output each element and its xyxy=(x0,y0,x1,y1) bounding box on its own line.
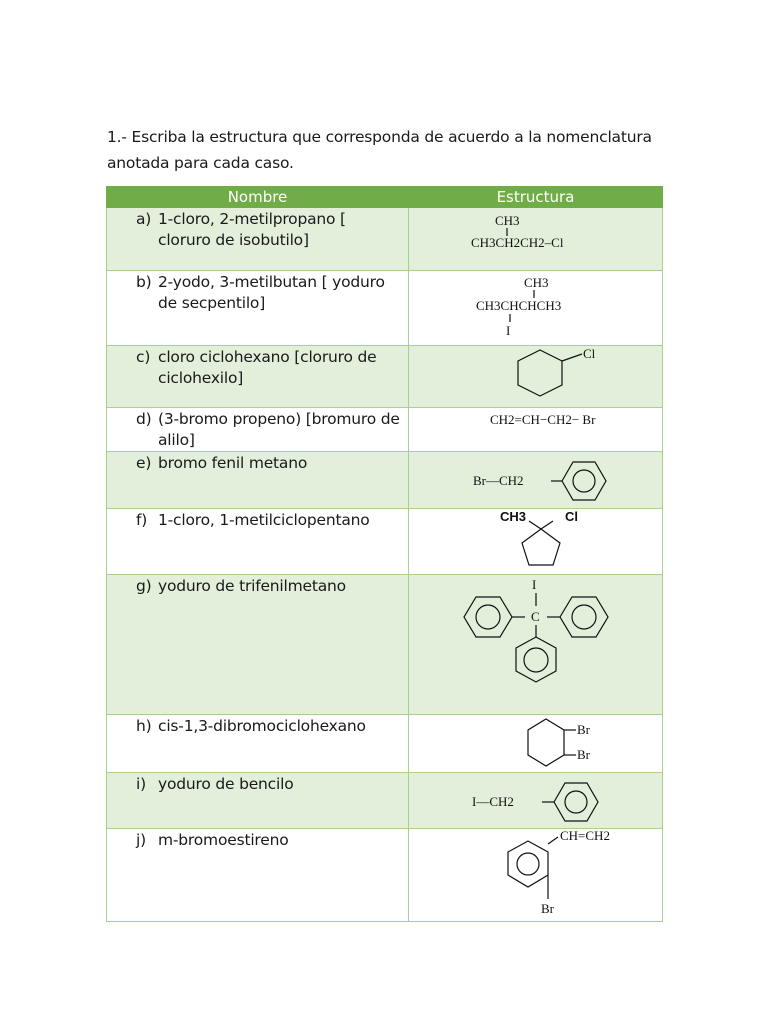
benzene-ring xyxy=(554,783,598,821)
bromomethyl-label: Br—CH2 xyxy=(472,473,524,488)
item-letter: i) xyxy=(136,775,146,793)
cyclohexane-ring xyxy=(528,719,564,766)
item-letter: a) xyxy=(136,210,152,228)
name-cell xyxy=(107,715,409,773)
compound-name: cloro ciclohexano [cloruro de ciclohexilo] xyxy=(158,348,377,387)
compound-name: 1-cloro, 2-metilpropano [ cloruro de isobutilo] xyxy=(158,210,346,249)
compound-name: bromo fenil metano xyxy=(158,454,308,472)
structure-cell xyxy=(409,575,663,715)
bromine-label: Br xyxy=(576,722,590,737)
header-nombre: Nombre xyxy=(107,187,409,208)
benzene-ring xyxy=(516,637,556,682)
table-row xyxy=(107,773,663,829)
table-header-row xyxy=(107,187,663,208)
allyl-bromide-structure xyxy=(436,408,636,438)
structure-cell xyxy=(409,271,663,346)
methylcyclopentyl-chloride-structure xyxy=(436,509,636,573)
compound-name: yoduro de trifenilmetano xyxy=(158,577,346,595)
name-cell xyxy=(107,208,409,271)
table-row xyxy=(107,408,663,452)
nomenclature-table xyxy=(106,186,663,922)
name-cell xyxy=(107,509,409,575)
table-row xyxy=(107,509,663,575)
structure-cell xyxy=(409,773,663,829)
bond-line xyxy=(548,837,558,844)
aromatic-circle xyxy=(476,605,500,629)
aromatic-circle xyxy=(524,648,548,672)
name-cell xyxy=(107,408,409,452)
compound-name: 2-yodo, 3-metilbutan [ yoduro de secpentilo] xyxy=(158,273,385,312)
sec-pentyl-iodide-structure xyxy=(436,271,636,343)
bromine-label: Br xyxy=(576,747,590,762)
compound-name: cis-1,3-dibromociclohexano xyxy=(158,717,366,735)
benzene-ring xyxy=(560,597,608,637)
instructions-text: 1.- Escriba la estructura que corresponda de acuerdo a la nomenclatura anotada para cada caso. xyxy=(107,128,652,172)
name-cell xyxy=(107,271,409,346)
chlorine-label: Cl xyxy=(582,346,595,361)
benzyl-bromide-structure xyxy=(436,452,636,506)
item-letter: b) xyxy=(136,273,152,291)
central-carbon-label: C xyxy=(530,609,540,624)
formula-label: CH2=CH−CH2− Br xyxy=(489,412,595,427)
bond-line xyxy=(529,521,541,529)
item-letter: d) xyxy=(136,410,152,428)
table-row xyxy=(107,575,663,715)
name-cell xyxy=(107,346,409,408)
trityl-iodide-structure xyxy=(436,575,636,711)
dibromocyclohexane-structure xyxy=(436,715,636,771)
name-cell xyxy=(107,575,409,715)
item-letter: e) xyxy=(136,454,152,472)
compound-name: yoduro de bencilo xyxy=(158,775,294,793)
structure-cell xyxy=(409,829,663,922)
main-chain-label: CH3CH2CH2–Cl xyxy=(470,235,563,250)
cyclopentane-ring xyxy=(522,529,560,565)
bond-line xyxy=(562,354,582,361)
compound-name: m-bromoestireno xyxy=(158,831,289,849)
compound-name: 1-cloro, 1-metilciclopentano xyxy=(158,511,370,529)
item-letter: c) xyxy=(136,348,151,366)
item-letter: h) xyxy=(136,717,152,735)
benzene-ring xyxy=(508,841,548,887)
structure-cell xyxy=(409,715,663,773)
iodine-label: I xyxy=(505,323,510,338)
structure-cell xyxy=(409,509,663,575)
table-row xyxy=(107,715,663,773)
name-cell xyxy=(107,829,409,922)
structure-cell xyxy=(409,408,663,452)
item-letter: j) xyxy=(136,831,146,849)
benzene-ring xyxy=(562,462,606,500)
table-row xyxy=(107,208,663,271)
bromine-label: Br xyxy=(540,901,554,916)
main-chain-label: CH3CHCHCH3 xyxy=(475,298,561,313)
aromatic-circle xyxy=(573,470,595,492)
structure-cell xyxy=(409,346,663,408)
methyl-label: CH3 xyxy=(499,509,526,524)
item-letter: g) xyxy=(136,577,152,595)
chlorine-label: Cl xyxy=(564,509,578,524)
methyl-label: CH3 xyxy=(494,213,520,228)
name-cell xyxy=(107,452,409,509)
m-bromostyrene-structure xyxy=(436,829,636,919)
header-estructura: Estructura xyxy=(409,187,663,208)
cyclohexane-ring xyxy=(518,350,562,396)
item-letter: f) xyxy=(136,511,148,529)
benzene-ring xyxy=(464,597,512,637)
aromatic-circle xyxy=(517,853,539,875)
cyclohexyl-chloride-structure xyxy=(436,346,636,404)
methyl-label: CH3 xyxy=(523,275,549,290)
aromatic-circle xyxy=(572,605,596,629)
vinyl-label: CH=CH2 xyxy=(559,829,610,843)
aromatic-circle xyxy=(565,791,587,813)
iodine-label: I xyxy=(531,577,536,592)
table-row xyxy=(107,829,663,922)
table-row xyxy=(107,271,663,346)
name-cell xyxy=(107,773,409,829)
iodomethyl-label: I—CH2 xyxy=(471,794,514,809)
table-row xyxy=(107,346,663,408)
compound-name: (3-bromo propeno) [bromuro de alilo] xyxy=(158,410,400,449)
structure-cell xyxy=(409,452,663,509)
isobutyl-chloride-structure xyxy=(436,208,636,264)
benzyl-iodide-structure xyxy=(436,773,636,827)
bond-line xyxy=(541,521,553,529)
table-row xyxy=(107,452,663,509)
structure-cell xyxy=(409,208,663,271)
